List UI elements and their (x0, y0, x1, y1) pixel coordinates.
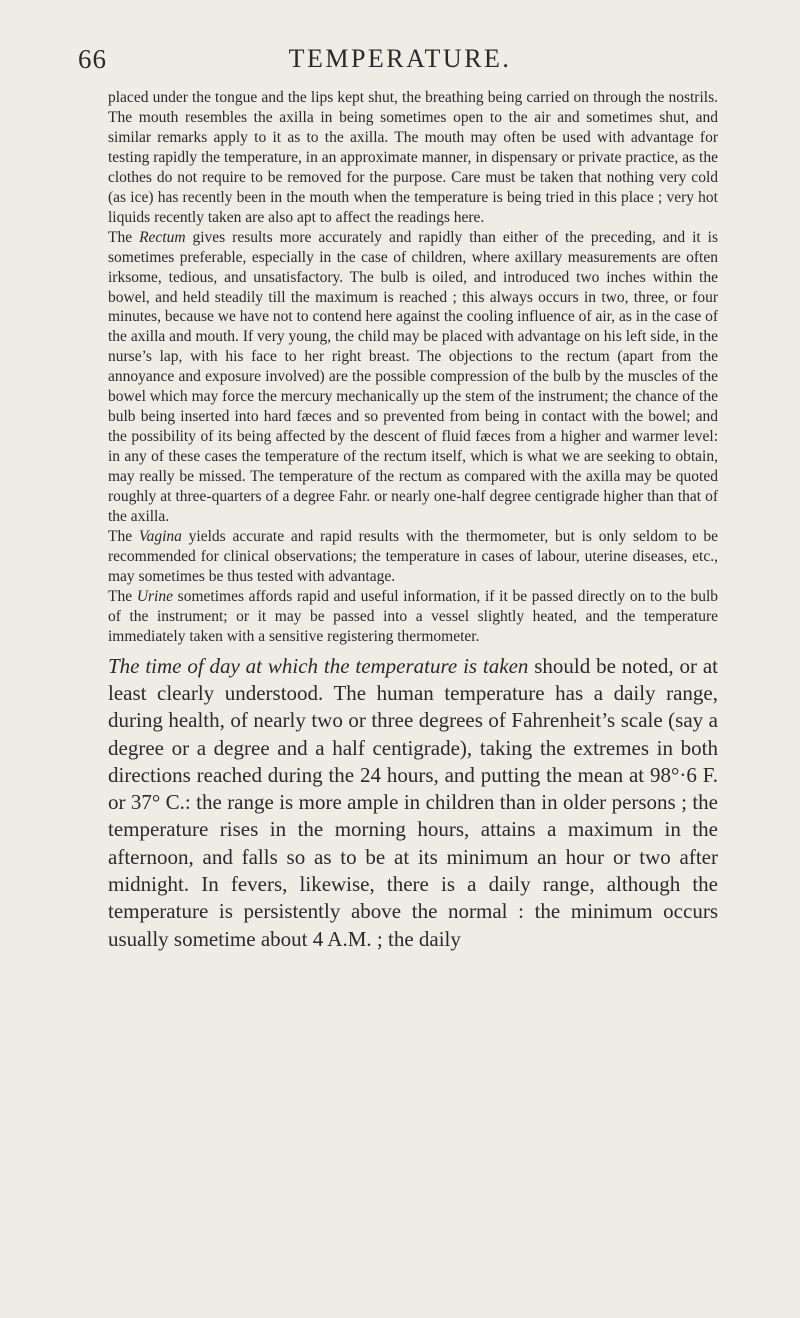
running-head: TEMPERATURE. (288, 44, 512, 73)
small-type-section (108, 88, 718, 647)
paragraph-vagina (108, 527, 718, 587)
paragraph-vagina-text: yields accurate and rapid results with the thermometer, but is only seldom to be recommended for clinical observations; the temperature in cases of labour, uterine diseases, etc., may sometimes be thus tested with advantage. (108, 527, 718, 585)
page-header (78, 44, 722, 84)
paragraph-urine-lead: The (108, 587, 137, 605)
paragraph-urine-text: sometimes affords rapid and useful information, if it be passed directly on to the bulb of the instrument; or it may be passed into a vessel slightly heated, and the temperature immediately taken with a sensitive registering thermometer. (108, 587, 719, 645)
paragraph-rectum-lead: The (108, 228, 140, 246)
large-type-section (108, 653, 718, 953)
term-rectum: Rectum (139, 228, 186, 246)
term-urine: Urine (136, 587, 173, 605)
page-body (108, 88, 718, 953)
paragraph-mouth: placed under the tongue and the lips kept shut, the breathing being carried on through the nostrils. The mouth resembles the axilla in being sometimes open to the air and sometimes shut, and similar remarks apply to it as to the axilla. The mouth may often be used with advantage for testing rapidly the temperature, in an approximate manner, in dispensary or private practice, as the clothes do not require to be removed for the purpose. Care must be taken that nothing very cold (as ice) has recently been in the mouth when the temperature is being tried in this place ; very hot liquids recently taken are also apt to affect the readings here. (108, 89, 718, 226)
heading-time-of-day: The time of day at which the temperature is taken (108, 653, 529, 678)
paragraph-rectum (108, 228, 718, 527)
term-vagina: Vagina (138, 527, 182, 545)
paragraph-time-of-day-text: should be noted, or at least clearly understood. The human temperature has a daily range, during health, of nearly two or three degrees of Fahrenheit’s scale (say a degree or a degree and a half centigrade), taking the extremes in both directions reached during the 24 hours, and putting the mean at 98°·6 F. or 37° C.: the range is more ample in children than in older persons ; the temperature rises in the morning hours, attains a maximum in the afternoon, and falls so as to be at its minimum an hour or two after midnight. In fevers, likewise, there is a daily range, although the temperature is persistently above the normal : the minimum occurs usually sometime about 4 A.M. ; the daily (108, 653, 719, 951)
paragraph-vagina-lead: The (108, 527, 139, 545)
paragraph-rectum-text: gives results more accurately and rapidly than either of the preceding, and it is sometimes preferable, especially in the case of children, where axillary measurements are often irksome, tedious, and unsatisfactory. The bulb is oiled, and introduced two inches within the bowel, and held steadily till the maximum is reached ; this always occurs in two, three, or four minutes, because we have not to contend here against the cooling influence of air, as in the case of the axilla and mouth. If very young, the child may be placed with advantage on his left side, in the nurse’s lap, with his face to her right breast. The objections to the rectum (apart from the annoyance and exposure involved) are the possible compression of the bulb by the muscles of the bowel which may force the mercury mechanically up the stem of the instrument; the chance of the bulb being inserted into hard fæces and so prevented from being in contact with the bowel; and the possibility of its being affected by the descent of fluid fæces from a higher and warmer level: in any of these cases the temperature of the rectum itself, which is what we are seeking to obtain, may really be missed. The temperature of the rectum as compared with the axilla may be quoted roughly at three-quarters of a degree Fahr. or nearly one-half degree centigrade higher than that of the axilla. (108, 228, 718, 526)
page-number: 66 (78, 44, 107, 74)
paragraph-urine (108, 587, 718, 647)
paragraph-time-of-day (108, 653, 718, 953)
